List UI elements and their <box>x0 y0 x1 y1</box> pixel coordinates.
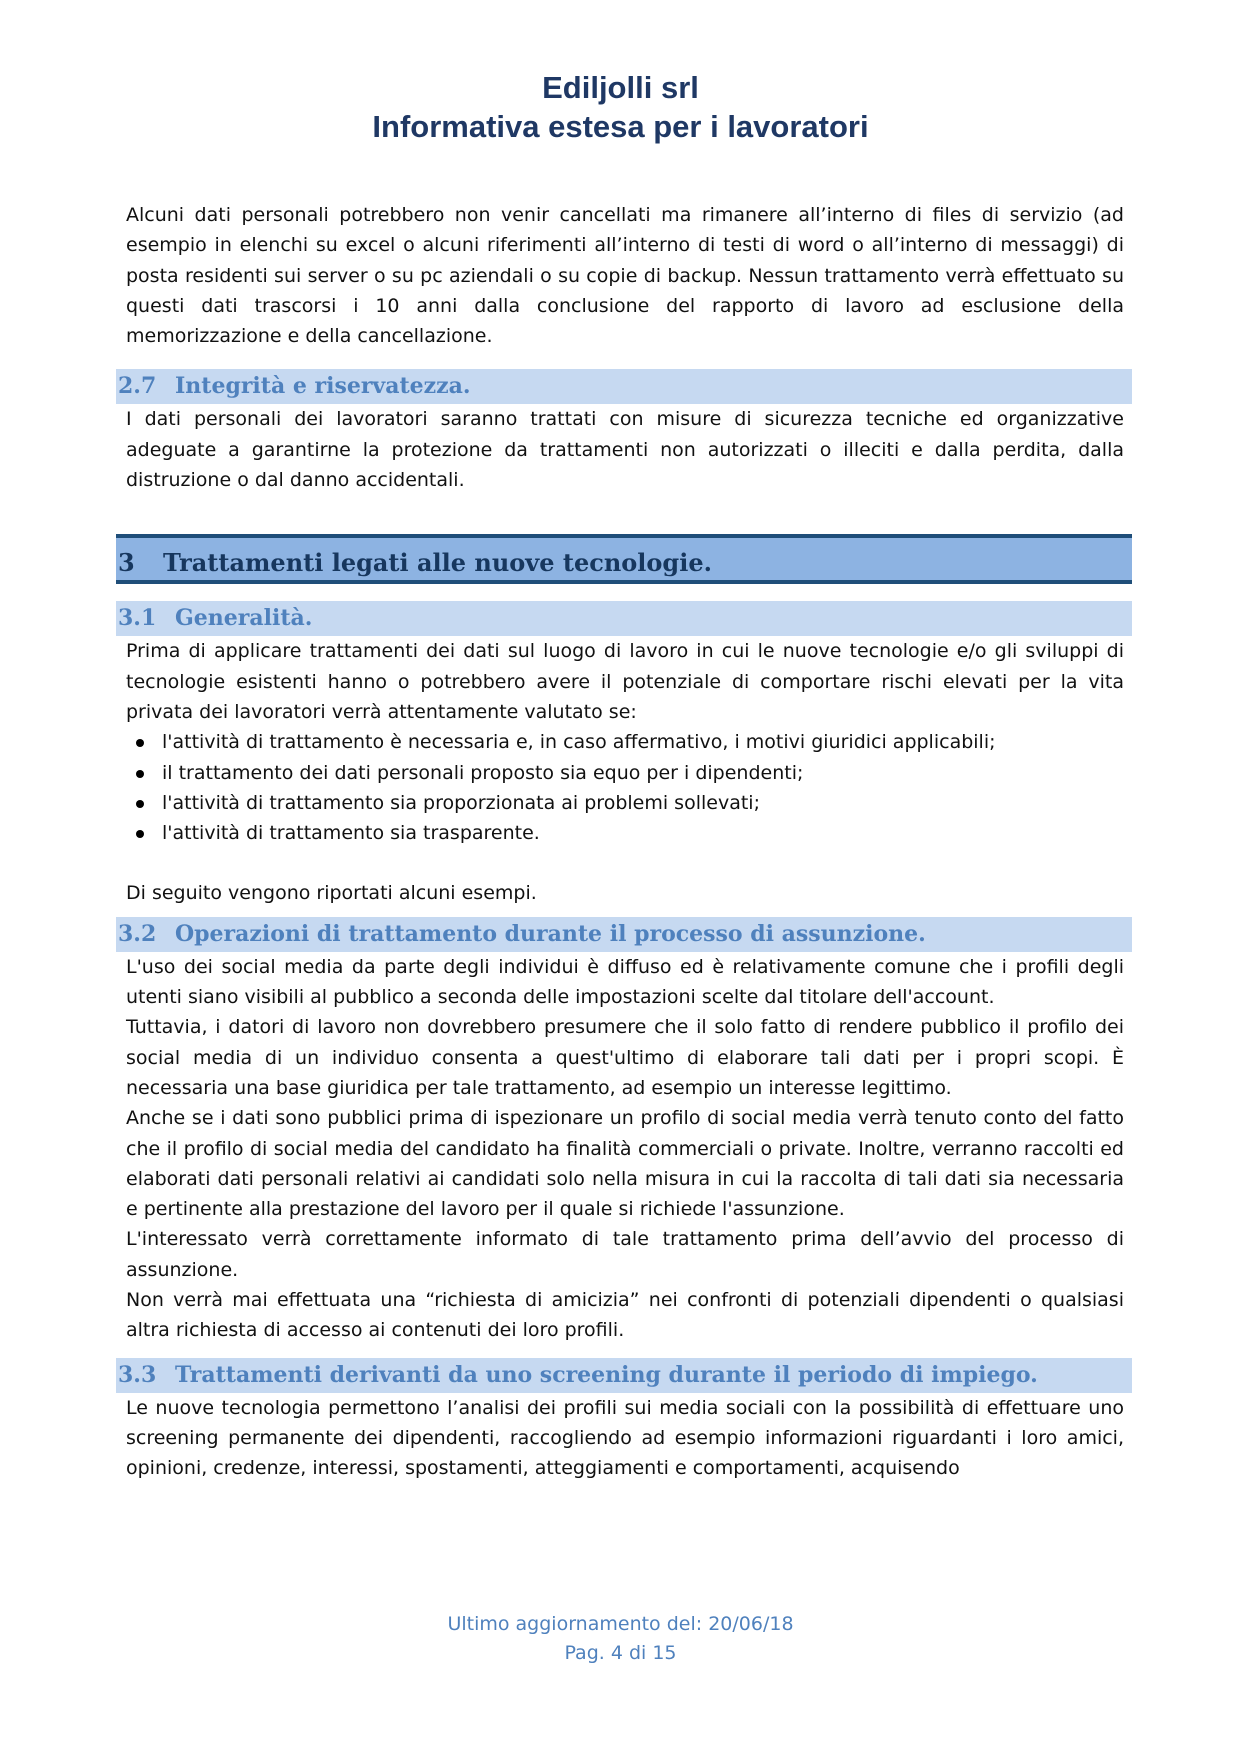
heading-text: Operazioni di trattamento durante il processo di assunzione. <box>175 920 926 947</box>
list-item: l'attività di trattamento è necessaria e, in caso affermativo, i motivi giuridici applicabili; <box>124 727 1124 757</box>
section-3-1-closing: Di seguito vengono riportati alcuni esempi. <box>126 882 537 905</box>
bullet-icon <box>136 739 144 747</box>
list-item: l'attività di trattamento sia trasparente. <box>124 818 1124 848</box>
heading-text: Generalità. <box>175 605 313 632</box>
document-title: Informativa estesa per i lavoratori <box>372 109 869 144</box>
heading-3-2 <box>116 917 1132 952</box>
heading-number: 3.1 <box>118 605 157 632</box>
document-body <box>118 200 1124 1484</box>
heading-2-7 <box>116 369 1132 404</box>
list-item: il trattamento dei dati personali proposto sia equo per i dipendenti; <box>124 758 1124 788</box>
heading-3-1 <box>116 601 1132 636</box>
heading-text: Trattamenti legati alle nuove tecnologie. <box>163 548 712 578</box>
section-3-2-paragraph: Tuttavia, i datori di lavoro non dovrebbero presumere che il solo fatto di rendere pubblico il profilo dei social media di un individuo consenta a quest'ultimo di elaborare tali dati per i propri scopi. È necessaria una base giuridica per tale trattamento, ad esempio un interesse legittimo. <box>126 1016 1124 1099</box>
intro-paragraph: Alcuni dati personali potrebbero non venir cancellati ma rimanere all’interno di files di servizio (ad esempio in elenchi su excel o alcuni riferimenti all’interno di testi di word o all’interno di messaggi) di posta residenti sui server o su pc aziendali o su copie di backup. Nessun trattamento verrà effettuato su questi dati trascorsi i 10 anni dalla conclusione del rapporto di lavoro ad esclusione della memorizzazione e della cancellazione. <box>126 204 1124 348</box>
heading-number: 3.2 <box>118 920 157 947</box>
section-3-3-paragraph: Le nuove tecnologia permettono l’analisi dei profili sui media sociali con la possibilità di effettuare uno screening permanente dei dipendenti, raccogliendo ad esempio informazioni riguardanti i loro amici, opinioni, credenze, interessi, spostamenti, atteggiamenti e comportamenti, acquisendo <box>126 1396 1124 1480</box>
bullet-list <box>124 727 1124 848</box>
heading-number: 3 <box>118 548 135 578</box>
bullet-icon <box>136 800 144 808</box>
company-name: Ediljolli srl <box>542 70 699 105</box>
section-3-2-paragraph: L'interessato verrà correttamente informato di tale trattamento prima dell’avvio del processo di assunzione. <box>126 1228 1124 1281</box>
heading-number: 2.7 <box>118 373 157 400</box>
section-3-2-paragraph: Non verrà mai effettuata una “richiesta di amicizia” nei confronti di potenziali dipendenti o qualsiasi altra richiesta di accesso ai contenuti dei loro profili. <box>126 1289 1124 1342</box>
heading-number: 3.3 <box>118 1361 157 1388</box>
section-2-7-paragraph: I dati personali dei lavoratori saranno trattati con misure di sicurezza tecniche ed organizzative adeguate a garantirne la protezione da trattamenti non autorizzati o illeciti e dalla perdita, dalla distruzione o dal danno accidentali. <box>126 408 1124 492</box>
heading-3 <box>116 534 1132 584</box>
bullet-icon <box>136 830 144 838</box>
heading-3-3 <box>116 1358 1132 1393</box>
section-3-2-paragraph: Anche se i dati sono pubblici prima di ispezionare un profilo di social media verrà tenuto conto del fatto che il profilo di social media del candidato ha finalità commerciali o private. Inoltre, verranno raccolti ed elaborati dati personali relativi ai candidati solo nella misura in cui la raccolta di tali dati sia necessaria e pertinente alla prestazione del lavoro per il quale si richiede l'assunzione. <box>126 1107 1124 1221</box>
bullet-icon <box>136 770 144 778</box>
section-3-1-paragraph: Prima di applicare trattamenti dei dati sul luogo di lavoro in cui le nuove tecnologie e/o gli sviluppi di tecnologie esistenti hanno o potrebbero avere il potenziale di comportare rischi elevati per la vita privata dei lavoratori verrà attentamente valutato se: <box>126 640 1124 723</box>
section-3-2-paragraph: L'uso dei social media da parte degli individui è diffuso ed è relativamente comune che i profili degli utenti siano visibili al pubblico a seconda delle impostazioni scelte dal titolare dell'account. <box>126 955 1124 1009</box>
heading-text: Integrità e riservatezza. <box>175 373 471 400</box>
document-header <box>0 68 1241 146</box>
page-footer <box>0 1610 1241 1668</box>
last-updated: Ultimo aggiornamento del: 20/06/18 <box>447 1613 794 1635</box>
list-item: l'attività di trattamento sia proporzionata ai problemi sollevati; <box>124 788 1124 818</box>
page-number: Pag. 4 di 15 <box>564 1642 677 1664</box>
heading-text: Trattamenti derivanti da uno screening durante il periodo di impiego. <box>175 1361 1038 1388</box>
